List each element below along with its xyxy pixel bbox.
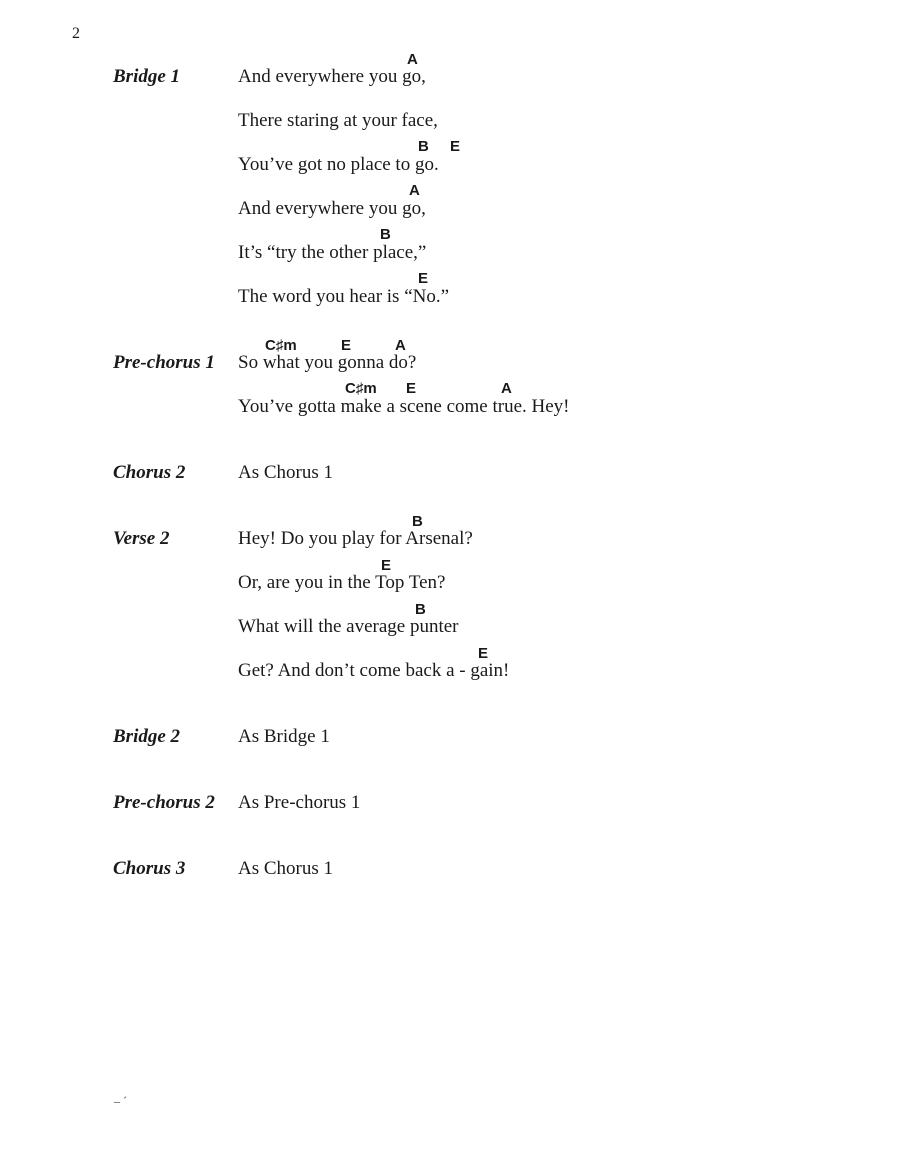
chord: E — [418, 270, 429, 287]
lyric-line: You’ve gotta make a scene come true. Hey! — [238, 396, 570, 417]
chord: A — [395, 337, 406, 354]
lyric-line: As Chorus 1 — [238, 462, 334, 483]
chord: E — [381, 557, 392, 574]
lyric-line: There staring at your face, — [238, 110, 438, 131]
lyric-line: You’ve got no place to go. — [238, 154, 439, 175]
lyric-line: The word you hear is “No.” — [238, 286, 450, 307]
chord: C♯m — [345, 380, 377, 397]
lyric-line: What will the average punter — [238, 616, 459, 637]
lyric-line: As Bridge 1 — [238, 726, 330, 747]
lyric-line: So what you gonna do? — [238, 352, 417, 373]
chord: A — [501, 380, 512, 397]
chord: E — [478, 645, 489, 662]
lyric-line: As Chorus 1 — [238, 858, 334, 879]
chord: A — [407, 51, 418, 68]
lyric-line: It’s “try the other place,” — [238, 242, 427, 263]
lyric-line: And everywhere you go, — [238, 198, 426, 219]
lyric-line: And everywhere you go, — [238, 66, 426, 87]
section-label-verse-2: Verse 2 — [113, 528, 170, 549]
chord: E — [406, 380, 417, 397]
chord: E — [341, 337, 352, 354]
lyric-line: Get? And don’t come back a - gain! — [238, 660, 510, 681]
chord: E — [450, 138, 461, 155]
lyric-line: Hey! Do you play for Arsenal? — [238, 528, 473, 549]
chord: C♯m — [265, 337, 297, 354]
section-label-bridge-1: Bridge 1 — [113, 66, 181, 87]
chord: B — [380, 226, 391, 243]
section-label-chorus-2: Chorus 2 — [113, 462, 186, 483]
section-label-bridge-2: Bridge 2 — [113, 726, 181, 747]
chord: B — [412, 513, 423, 530]
chord: B — [415, 601, 426, 618]
chord: B — [418, 138, 429, 155]
section-label-pre-chorus-2: Pre-chorus 2 — [113, 792, 215, 813]
section-label-pre-chorus-1: Pre-chorus 1 — [113, 352, 215, 373]
page-number: 2 — [72, 25, 80, 42]
footer-mark: ‒ ˊ — [114, 1094, 127, 1108]
lyric-line: Or, are you in the Top Ten? — [238, 572, 446, 593]
section-label-chorus-3: Chorus 3 — [113, 858, 186, 879]
chord: A — [409, 182, 420, 199]
lyric-line: As Pre-chorus 1 — [238, 792, 361, 813]
